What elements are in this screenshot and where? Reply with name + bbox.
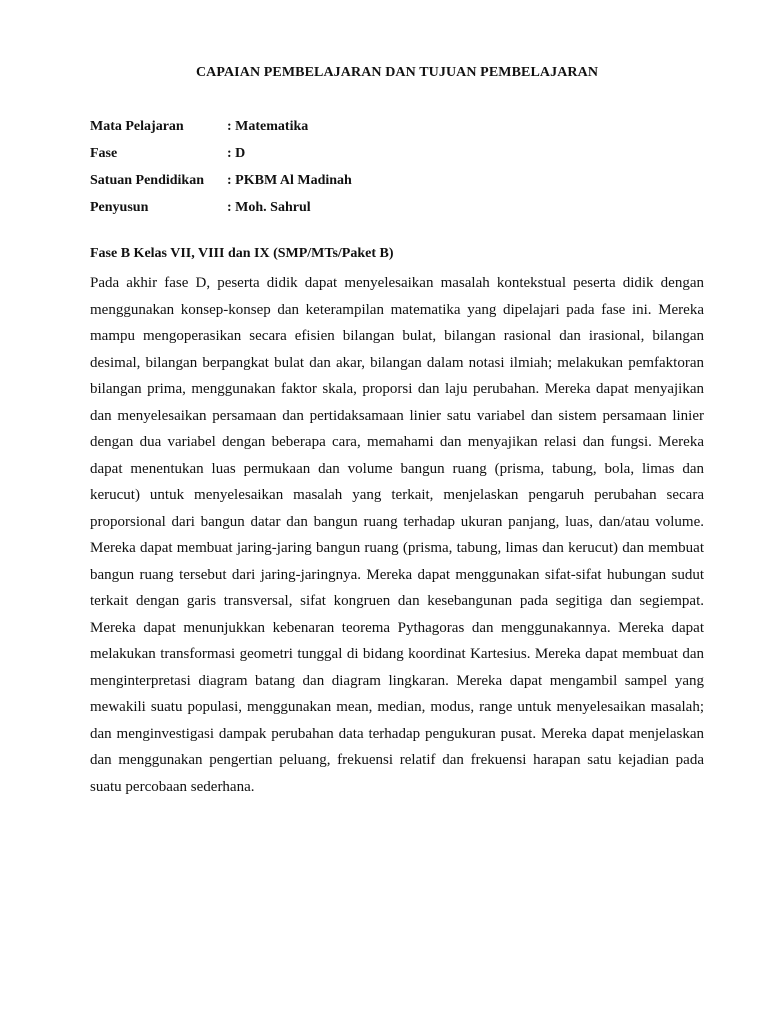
meta-row-phase	[90, 143, 704, 170]
meta-row-author	[90, 197, 704, 224]
meta-value: : D	[227, 146, 246, 161]
meta-row-school	[90, 170, 704, 197]
meta-label: Mata Pelajaran	[90, 119, 184, 134]
document-page	[90, 62, 704, 800]
meta-value: : PKBM Al Madinah	[227, 173, 352, 188]
meta-row-subject	[90, 116, 704, 143]
meta-label: Satuan Pendidikan	[90, 173, 204, 188]
body-paragraph: Pada akhir fase D, peserta didik dapat menyelesaikan masalah kontekstual peserta didik dengan menggunakan konsep-konsep dan keterampilan matematika yang dipelajari pada fase ini. Mereka mampu mengoperasikan secara efisien bilangan bulat, bilangan rasional dan irasional, bilangan desimal, bilangan berpangkat bulat dan akar, bilangan dalam notasi ilmiah; melakukan pemfaktoran bilangan prima, menggunakan faktor skala, proporsi dan laju perubahan. Mereka dapat menyajikan dan menyelesaikan persamaan dan pertidaksamaan linier satu variabel dan sistem persamaan linier dengan dua variabel dengan beberapa cara, memahami dan menyajikan relasi dan fungsi. Mereka dapat menentukan luas permukaan dan volume bangun ruang (prisma, tabung, bola, limas dan kerucut) untuk menyelesaikan masalah yang terkait, menjelaskan pengaruh perubahan secara proporsional dari bangun datar dan bangun ruang terhadap ukuran panjang, luas, dan/atau volume. Mereka dapat membuat jaring-jaring bangun ruang (prisma, tabung, limas dan kerucut) dan membuat bangun ruang tersebut dari jaring-jaringnya. Mereka dapat menggunakan sifat-sifat hubungan sudut terkait dengan garis transversal, sifat kongruen dan kesebangunan pada segitiga dan segiempat. Mereka dapat menunjukkan kebenaran teorema Pythagoras dan menggunakannya. Mereka dapat melakukan transformasi geometri tunggal di bidang koordinat Kartesius. Mereka dapat membuat dan menginterpretasi diagram batang dan diagram lingkaran. Mereka dapat mengambil sampel yang mewakili suatu populasi, menggunakan mean, median, modus, range untuk menyelesaikan masalah; dan menginvestigasi dampak perubahan data terhadap pengukuran pusat. Mereka dapat menjelaskan dan menggunakan pengertian peluang, frekuensi relatif dan frekuensi harapan satu kejadian pada suatu percobaan sederhana.	[90, 275, 704, 795]
meta-value: : Moh. Sahrul	[227, 200, 311, 215]
document-meta	[90, 116, 704, 224]
meta-label: Penyusun	[90, 200, 149, 215]
document-title: CAPAIAN PEMBELAJARAN DAN TUJUAN PEMBELAJARAN	[195, 65, 599, 80]
meta-label: Fase	[90, 146, 118, 161]
section-heading: Fase B Kelas VII, VIII dan IX (SMP/MTs/Paket B)	[90, 246, 394, 261]
meta-value: : Matematika	[227, 119, 309, 134]
